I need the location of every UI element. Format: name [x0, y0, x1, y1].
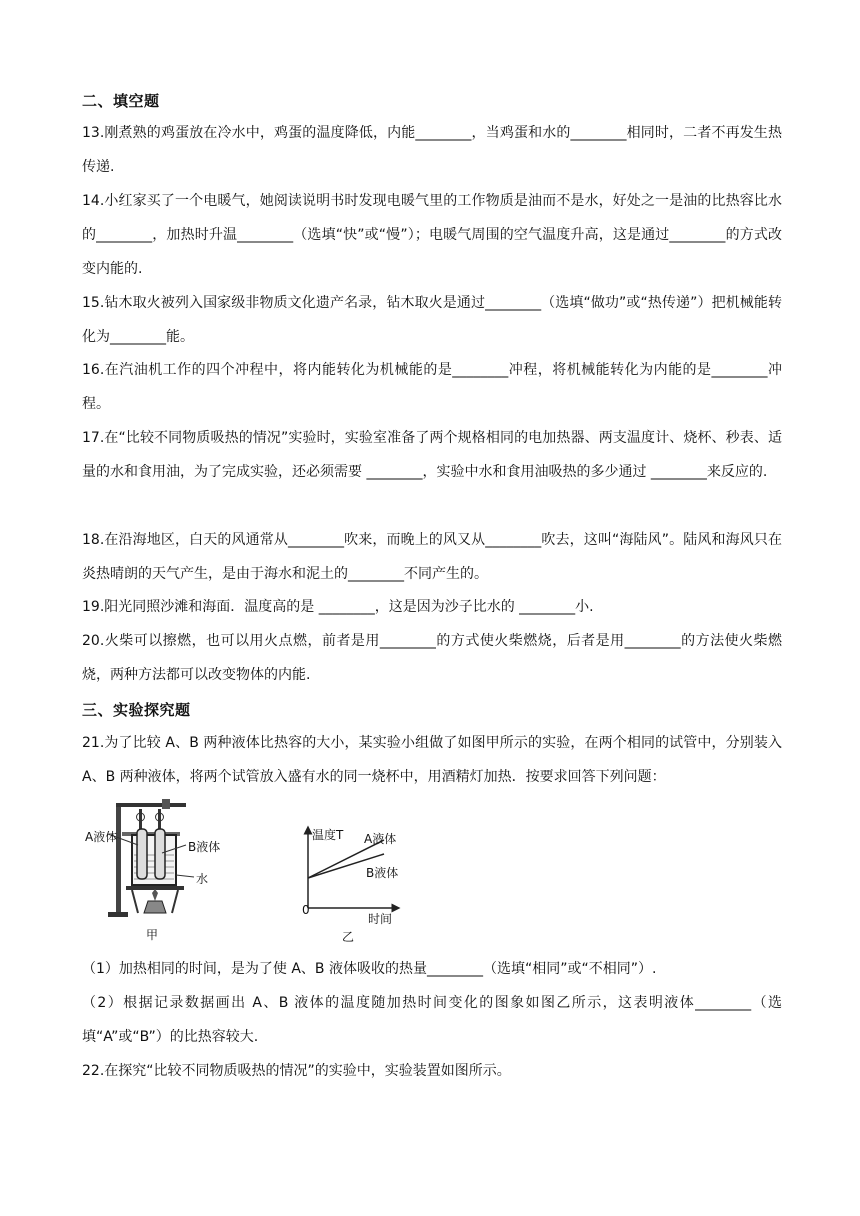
section-heading-fill-in: 二、填空题	[82, 92, 160, 110]
question-17: 17.在“比较不同物质吸热的情况”实验时，实验室准备了两个规格相同的电加热器、两支温度计、烧杯、秒表、适量的水和食用油，为了完成实验，还必须需要 ________，实验中水和食用油吸热的多少通过 ________来反应的.	[82, 430, 782, 480]
label-liquid-a: A液体	[85, 830, 118, 844]
question-20: 20.火柴可以擦燃，也可以用火点燃，前者是用________的方式使火柴燃烧，后者是用________的方法使火柴燃烧，两种方法都可以改变物体的内能.	[82, 633, 782, 683]
label-liquid-b: B液体	[188, 840, 221, 854]
caption-jia: 甲	[146, 928, 159, 942]
caption-yi: 乙	[342, 930, 355, 944]
apparatus-figure	[82, 795, 222, 940]
graph-origin: 0	[302, 903, 310, 917]
label-water: 水	[196, 872, 209, 886]
question-21: 21.为了比较 A、B 两种液体比热容的大小，某实验小组做了如图甲所示的实验，在两个相同的试管中，分别装入 A、B 两种液体，将两个试管放入盛有水的同一烧杯中，用酒精灯加热．按要求回答下列问题：	[82, 735, 782, 785]
graph-series-b: B液体	[366, 866, 399, 880]
question-22: 22.在探究“比较不同物质吸热的情况”的实验中，实验装置如图所示。	[82, 1063, 511, 1079]
question-15: 15.钻木取火被列入国家级非物质文化遗产名录，钻木取火是通过________（选填“做功”或“热传递”）把机械能转化为________能。	[82, 295, 782, 345]
question-21-part-2: （2）根据记录数据画出 A、B 液体的温度随加热时间变化的图象如图乙所示，这表明液体________（选填“A”或“B”）的比热容较大.	[82, 995, 782, 1045]
question-19: 19.阳光同照沙滩和海面．温度高的是 ________，这是因为沙子比水的 ________小.	[82, 599, 594, 615]
question-21-part-1: （1）加热相同的时间，是为了使 A、B 液体吸收的热量________（选填“相同”或“不相同”）.	[82, 961, 657, 977]
graph-ylabel: 温度T	[312, 828, 344, 842]
question-16: 16.在汽油机工作的四个冲程中，将内能转化为机械能的是________冲程，将机械能转化为内能的是________冲程。	[82, 362, 782, 412]
section-heading-experiment: 三、实验探究题	[82, 701, 191, 719]
question-13: 13.刚煮熟的鸡蛋放在冷水中，鸡蛋的温度降低，内能________，当鸡蛋和水的________相同时，二者不再发生热传递.	[82, 125, 782, 175]
question-18: 18.在沿海地区，白天的风通常从________吹来，而晚上的风又从________吹去，这叫“海陆风”。陆风和海风只在炎热晴朗的天气产生，是由于海水和泥土的________不同产生的。	[82, 532, 782, 582]
graph-series-a: A液体	[364, 832, 397, 846]
graph-xlabel: 时间	[368, 912, 393, 926]
question-14: 14.小红家买了一个电暖气，她阅读说明书时发现电暖气里的工作物质是油而不是水，好处之一是油的比热容比水的________，加热时升温________（选填“快”或“慢”）；电暖气周围的空气温度升高，这是通过________的方式改变内能的.	[82, 193, 782, 277]
